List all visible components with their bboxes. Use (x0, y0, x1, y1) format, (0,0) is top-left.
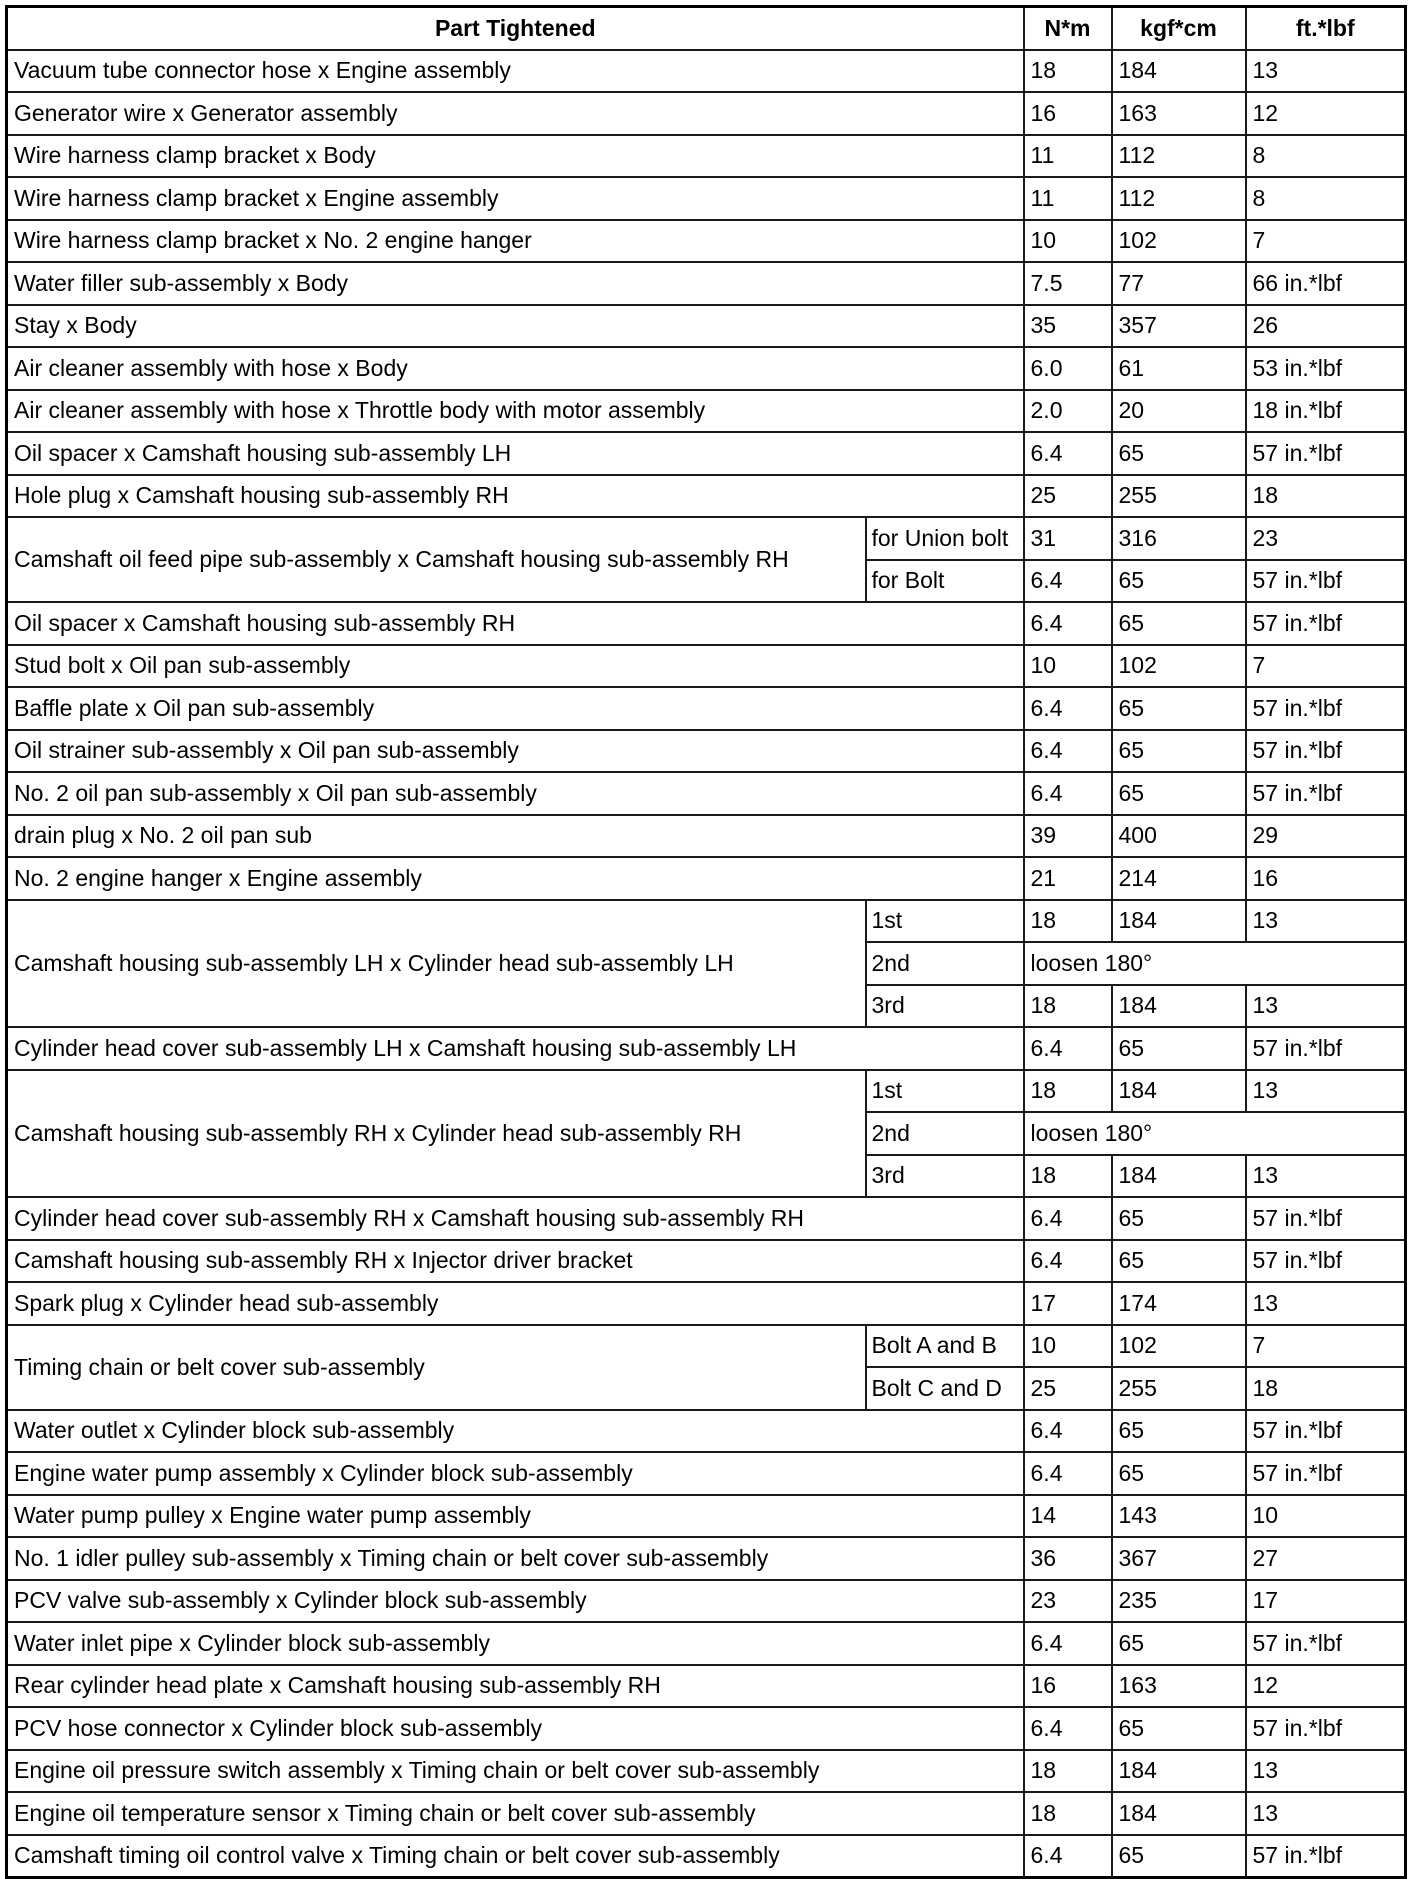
nm-cell: 18 (1024, 1070, 1112, 1113)
table-row (7, 92, 1406, 135)
ftlbf-cell: 29 (1246, 815, 1406, 858)
table-row (7, 475, 1406, 518)
part-cell: Engine water pump assembly x Cylinder block sub-assembly (7, 1452, 1024, 1495)
table-row (7, 1495, 1406, 1538)
kgfcm-cell: 65 (1112, 602, 1246, 645)
nm-cell: 6.4 (1024, 1240, 1112, 1283)
ftlbf-cell: 13 (1246, 50, 1406, 93)
kgfcm-cell: 112 (1112, 135, 1246, 178)
part-cell: Oil spacer x Camshaft housing sub-assembly LH (7, 432, 1024, 475)
table-row (7, 1027, 1406, 1070)
part-cell: Camshaft housing sub-assembly RH x Cylinder head sub-assembly RH (7, 1070, 866, 1198)
table-row (7, 900, 1406, 943)
torque-table-body (7, 50, 1406, 1878)
part-cell: Rear cylinder head plate x Camshaft housing sub-assembly RH (7, 1665, 1024, 1708)
table-row (7, 220, 1406, 263)
table-row (7, 772, 1406, 815)
kgfcm-cell: 184 (1112, 50, 1246, 93)
kgfcm-cell: 65 (1112, 1027, 1246, 1070)
nm-cell: 6.4 (1024, 1622, 1112, 1665)
part-cell: Camshaft oil feed pipe sub-assembly x Camshaft housing sub-assembly RH (7, 517, 866, 602)
kgfcm-cell: 255 (1112, 1367, 1246, 1410)
nm-cell: 7.5 (1024, 262, 1112, 305)
nm-cell: 23 (1024, 1580, 1112, 1623)
step-cell: 3rd (866, 1155, 1024, 1198)
part-cell: Wire harness clamp bracket x Body (7, 135, 1024, 178)
part-cell: drain plug x No. 2 oil pan sub (7, 815, 1024, 858)
ftlbf-cell: 57 in.*lbf (1246, 1240, 1406, 1283)
nm-cell: 11 (1024, 135, 1112, 178)
nm-cell: 6.4 (1024, 1027, 1112, 1070)
ftlbf-cell: 57 in.*lbf (1246, 1622, 1406, 1665)
ftlbf-cell: 26 (1246, 305, 1406, 348)
table-row (7, 1452, 1406, 1495)
ftlbf-cell: 10 (1246, 1495, 1406, 1538)
nm-cell: 18 (1024, 1155, 1112, 1198)
ftlbf-cell: 13 (1246, 1750, 1406, 1793)
part-cell: Vacuum tube connector hose x Engine assembly (7, 50, 1024, 93)
kgfcm-cell: 65 (1112, 1622, 1246, 1665)
kgfcm-cell: 65 (1112, 1452, 1246, 1495)
ftlbf-cell: 7 (1246, 1325, 1406, 1368)
table-row (7, 1580, 1406, 1623)
ftlbf-cell: 57 in.*lbf (1246, 730, 1406, 773)
table-row (7, 1282, 1406, 1325)
kgfcm-cell: 184 (1112, 985, 1246, 1028)
nm-cell: 31 (1024, 517, 1112, 560)
kgfcm-cell: 65 (1112, 560, 1246, 603)
ftlbf-cell: 8 (1246, 135, 1406, 178)
kgfcm-cell: 65 (1112, 1197, 1246, 1240)
table-row (7, 1410, 1406, 1453)
ftlbf-cell: 18 (1246, 475, 1406, 518)
table-row (7, 1665, 1406, 1708)
ftlbf-cell: 7 (1246, 645, 1406, 688)
ftlbf-cell: 13 (1246, 1282, 1406, 1325)
kgfcm-cell: 65 (1112, 432, 1246, 475)
table-row (7, 177, 1406, 220)
header-kgfcm: kgf*cm (1112, 7, 1246, 50)
part-cell: Generator wire x Generator assembly (7, 92, 1024, 135)
table-row (7, 815, 1406, 858)
part-cell: Stud bolt x Oil pan sub-assembly (7, 645, 1024, 688)
kgfcm-cell: 65 (1112, 730, 1246, 773)
nm-cell: 6.4 (1024, 730, 1112, 773)
part-cell: Oil spacer x Camshaft housing sub-assembly RH (7, 602, 1024, 645)
kgfcm-cell: 163 (1112, 1665, 1246, 1708)
part-cell: Air cleaner assembly with hose x Throttle body with motor assembly (7, 390, 1024, 433)
ftlbf-cell: 13 (1246, 1070, 1406, 1113)
nm-cell: 25 (1024, 475, 1112, 518)
kgfcm-cell: 143 (1112, 1495, 1246, 1538)
ftlbf-cell: 57 in.*lbf (1246, 602, 1406, 645)
nm-cell: 16 (1024, 1665, 1112, 1708)
part-cell: Camshaft timing oil control valve x Timing chain or belt cover sub-assembly (7, 1835, 1024, 1878)
part-cell: Hole plug x Camshaft housing sub-assembly RH (7, 475, 1024, 518)
table-row (7, 1835, 1406, 1878)
ftlbf-cell: 57 in.*lbf (1246, 1027, 1406, 1070)
part-cell: Engine oil temperature sensor x Timing chain or belt cover sub-assembly (7, 1792, 1024, 1835)
kgfcm-cell: 102 (1112, 1325, 1246, 1368)
ftlbf-cell: 23 (1246, 517, 1406, 560)
ftlbf-cell: 27 (1246, 1537, 1406, 1580)
kgfcm-cell: 65 (1112, 772, 1246, 815)
table-row (7, 730, 1406, 773)
torque-table (5, 5, 1407, 1879)
kgfcm-cell: 184 (1112, 1750, 1246, 1793)
nm-cell: 6.4 (1024, 687, 1112, 730)
nm-cell: 17 (1024, 1282, 1112, 1325)
table-row (7, 1240, 1406, 1283)
nm-cell: 16 (1024, 92, 1112, 135)
table-row (7, 687, 1406, 730)
kgfcm-cell: 65 (1112, 1240, 1246, 1283)
step-cell: 1st (866, 900, 1024, 943)
table-row (7, 857, 1406, 900)
kgfcm-cell: 255 (1112, 475, 1246, 518)
nm-cell: 18 (1024, 900, 1112, 943)
kgfcm-cell: 235 (1112, 1580, 1246, 1623)
table-row (7, 1707, 1406, 1750)
step-cell: 3rd (866, 985, 1024, 1028)
nm-cell: 18 (1024, 50, 1112, 93)
nm-cell: 6.4 (1024, 432, 1112, 475)
kgfcm-cell: 184 (1112, 900, 1246, 943)
nm-cell: 18 (1024, 985, 1112, 1028)
nm-cell: 6.0 (1024, 347, 1112, 390)
kgfcm-cell: 65 (1112, 1835, 1246, 1878)
ftlbf-cell: 57 in.*lbf (1246, 772, 1406, 815)
loosen-cell: loosen 180° (1024, 1112, 1406, 1155)
part-cell: PCV valve sub-assembly x Cylinder block sub-assembly (7, 1580, 1024, 1623)
part-cell: PCV hose connector x Cylinder block sub-assembly (7, 1707, 1024, 1750)
nm-cell: 6.4 (1024, 1452, 1112, 1495)
part-cell: Cylinder head cover sub-assembly RH x Camshaft housing sub-assembly RH (7, 1197, 1024, 1240)
part-cell: No. 1 idler pulley sub-assembly x Timing chain or belt cover sub-assembly (7, 1537, 1024, 1580)
kgfcm-cell: 65 (1112, 687, 1246, 730)
kgfcm-cell: 65 (1112, 1707, 1246, 1750)
nm-cell: 6.4 (1024, 1197, 1112, 1240)
nm-cell: 18 (1024, 1750, 1112, 1793)
part-cell: Water outlet x Cylinder block sub-assembly (7, 1410, 1024, 1453)
step-cell: Bolt A and B (866, 1325, 1024, 1368)
part-cell: Wire harness clamp bracket x No. 2 engine hanger (7, 220, 1024, 263)
step-cell: 1st (866, 1070, 1024, 1113)
header-nm: N*m (1024, 7, 1112, 50)
part-cell: Engine oil pressure switch assembly x Timing chain or belt cover sub-assembly (7, 1750, 1024, 1793)
table-row (7, 262, 1406, 305)
torque-spec-sheet (5, 5, 1407, 1879)
header-row (7, 7, 1406, 50)
ftlbf-cell: 18 (1246, 1367, 1406, 1410)
table-row (7, 305, 1406, 348)
nm-cell: 21 (1024, 857, 1112, 900)
table-row (7, 602, 1406, 645)
step-cell: for Bolt (866, 560, 1024, 603)
part-cell: Water inlet pipe x Cylinder block sub-assembly (7, 1622, 1024, 1665)
table-row (7, 1197, 1406, 1240)
ftlbf-cell: 8 (1246, 177, 1406, 220)
ftlbf-cell: 57 in.*lbf (1246, 432, 1406, 475)
kgfcm-cell: 102 (1112, 645, 1246, 688)
ftlbf-cell: 13 (1246, 1155, 1406, 1198)
table-row (7, 517, 1406, 560)
ftlbf-cell: 12 (1246, 1665, 1406, 1708)
ftlbf-cell: 13 (1246, 900, 1406, 943)
kgfcm-cell: 184 (1112, 1070, 1246, 1113)
kgfcm-cell: 214 (1112, 857, 1246, 900)
loosen-cell: loosen 180° (1024, 942, 1406, 985)
part-cell: Air cleaner assembly with hose x Body (7, 347, 1024, 390)
ftlbf-cell: 16 (1246, 857, 1406, 900)
table-row (7, 1537, 1406, 1580)
kgfcm-cell: 184 (1112, 1155, 1246, 1198)
header-ftlbf: ft.*lbf (1246, 7, 1406, 50)
nm-cell: 6.4 (1024, 560, 1112, 603)
table-row (7, 347, 1406, 390)
table-row (7, 1792, 1406, 1835)
part-cell: Wire harness clamp bracket x Engine assembly (7, 177, 1024, 220)
step-cell: Bolt C and D (866, 1367, 1024, 1410)
ftlbf-cell: 57 in.*lbf (1246, 1410, 1406, 1453)
part-cell: Baffle plate x Oil pan sub-assembly (7, 687, 1024, 730)
ftlbf-cell: 57 in.*lbf (1246, 1197, 1406, 1240)
nm-cell: 10 (1024, 1325, 1112, 1368)
part-cell: Oil strainer sub-assembly x Oil pan sub-assembly (7, 730, 1024, 773)
kgfcm-cell: 174 (1112, 1282, 1246, 1325)
part-cell: Cylinder head cover sub-assembly LH x Camshaft housing sub-assembly LH (7, 1027, 1024, 1070)
ftlbf-cell: 18 in.*lbf (1246, 390, 1406, 433)
ftlbf-cell: 12 (1246, 92, 1406, 135)
header-part-tightened: Part Tightened (7, 7, 1024, 50)
table-row (7, 1325, 1406, 1368)
nm-cell: 6.4 (1024, 1410, 1112, 1453)
nm-cell: 6.4 (1024, 1707, 1112, 1750)
kgfcm-cell: 357 (1112, 305, 1246, 348)
nm-cell: 39 (1024, 815, 1112, 858)
part-cell: Water pump pulley x Engine water pump assembly (7, 1495, 1024, 1538)
kgfcm-cell: 20 (1112, 390, 1246, 433)
ftlbf-cell: 7 (1246, 220, 1406, 263)
ftlbf-cell: 53 in.*lbf (1246, 347, 1406, 390)
kgfcm-cell: 61 (1112, 347, 1246, 390)
ftlbf-cell: 17 (1246, 1580, 1406, 1623)
part-cell: Camshaft housing sub-assembly RH x Injector driver bracket (7, 1240, 1024, 1283)
ftlbf-cell: 66 in.*lbf (1246, 262, 1406, 305)
part-cell: No. 2 engine hanger x Engine assembly (7, 857, 1024, 900)
kgfcm-cell: 112 (1112, 177, 1246, 220)
part-cell: No. 2 oil pan sub-assembly x Oil pan sub-assembly (7, 772, 1024, 815)
nm-cell: 2.0 (1024, 390, 1112, 433)
table-row (7, 1622, 1406, 1665)
kgfcm-cell: 367 (1112, 1537, 1246, 1580)
part-cell: Spark plug x Cylinder head sub-assembly (7, 1282, 1024, 1325)
kgfcm-cell: 163 (1112, 92, 1246, 135)
table-row (7, 1750, 1406, 1793)
nm-cell: 10 (1024, 645, 1112, 688)
ftlbf-cell: 13 (1246, 1792, 1406, 1835)
nm-cell: 35 (1024, 305, 1112, 348)
ftlbf-cell: 13 (1246, 985, 1406, 1028)
table-row (7, 432, 1406, 475)
table-row (7, 645, 1406, 688)
nm-cell: 25 (1024, 1367, 1112, 1410)
part-cell: Timing chain or belt cover sub-assembly (7, 1325, 866, 1410)
nm-cell: 6.4 (1024, 772, 1112, 815)
table-row (7, 1070, 1406, 1113)
table-row (7, 135, 1406, 178)
nm-cell: 6.4 (1024, 1835, 1112, 1878)
nm-cell: 36 (1024, 1537, 1112, 1580)
kgfcm-cell: 400 (1112, 815, 1246, 858)
kgfcm-cell: 102 (1112, 220, 1246, 263)
nm-cell: 10 (1024, 220, 1112, 263)
nm-cell: 14 (1024, 1495, 1112, 1538)
nm-cell: 6.4 (1024, 602, 1112, 645)
kgfcm-cell: 65 (1112, 1410, 1246, 1453)
ftlbf-cell: 57 in.*lbf (1246, 1707, 1406, 1750)
part-cell: Water filler sub-assembly x Body (7, 262, 1024, 305)
step-cell: for Union bolt (866, 517, 1024, 560)
ftlbf-cell: 57 in.*lbf (1246, 560, 1406, 603)
step-cell: 2nd (866, 942, 1024, 985)
nm-cell: 18 (1024, 1792, 1112, 1835)
part-cell: Camshaft housing sub-assembly LH x Cylinder head sub-assembly LH (7, 900, 866, 1028)
step-cell: 2nd (866, 1112, 1024, 1155)
part-cell: Stay x Body (7, 305, 1024, 348)
ftlbf-cell: 57 in.*lbf (1246, 1452, 1406, 1495)
kgfcm-cell: 184 (1112, 1792, 1246, 1835)
ftlbf-cell: 57 in.*lbf (1246, 687, 1406, 730)
nm-cell: 11 (1024, 177, 1112, 220)
ftlbf-cell: 57 in.*lbf (1246, 1835, 1406, 1878)
table-row (7, 390, 1406, 433)
kgfcm-cell: 77 (1112, 262, 1246, 305)
table-row (7, 50, 1406, 93)
kgfcm-cell: 316 (1112, 517, 1246, 560)
